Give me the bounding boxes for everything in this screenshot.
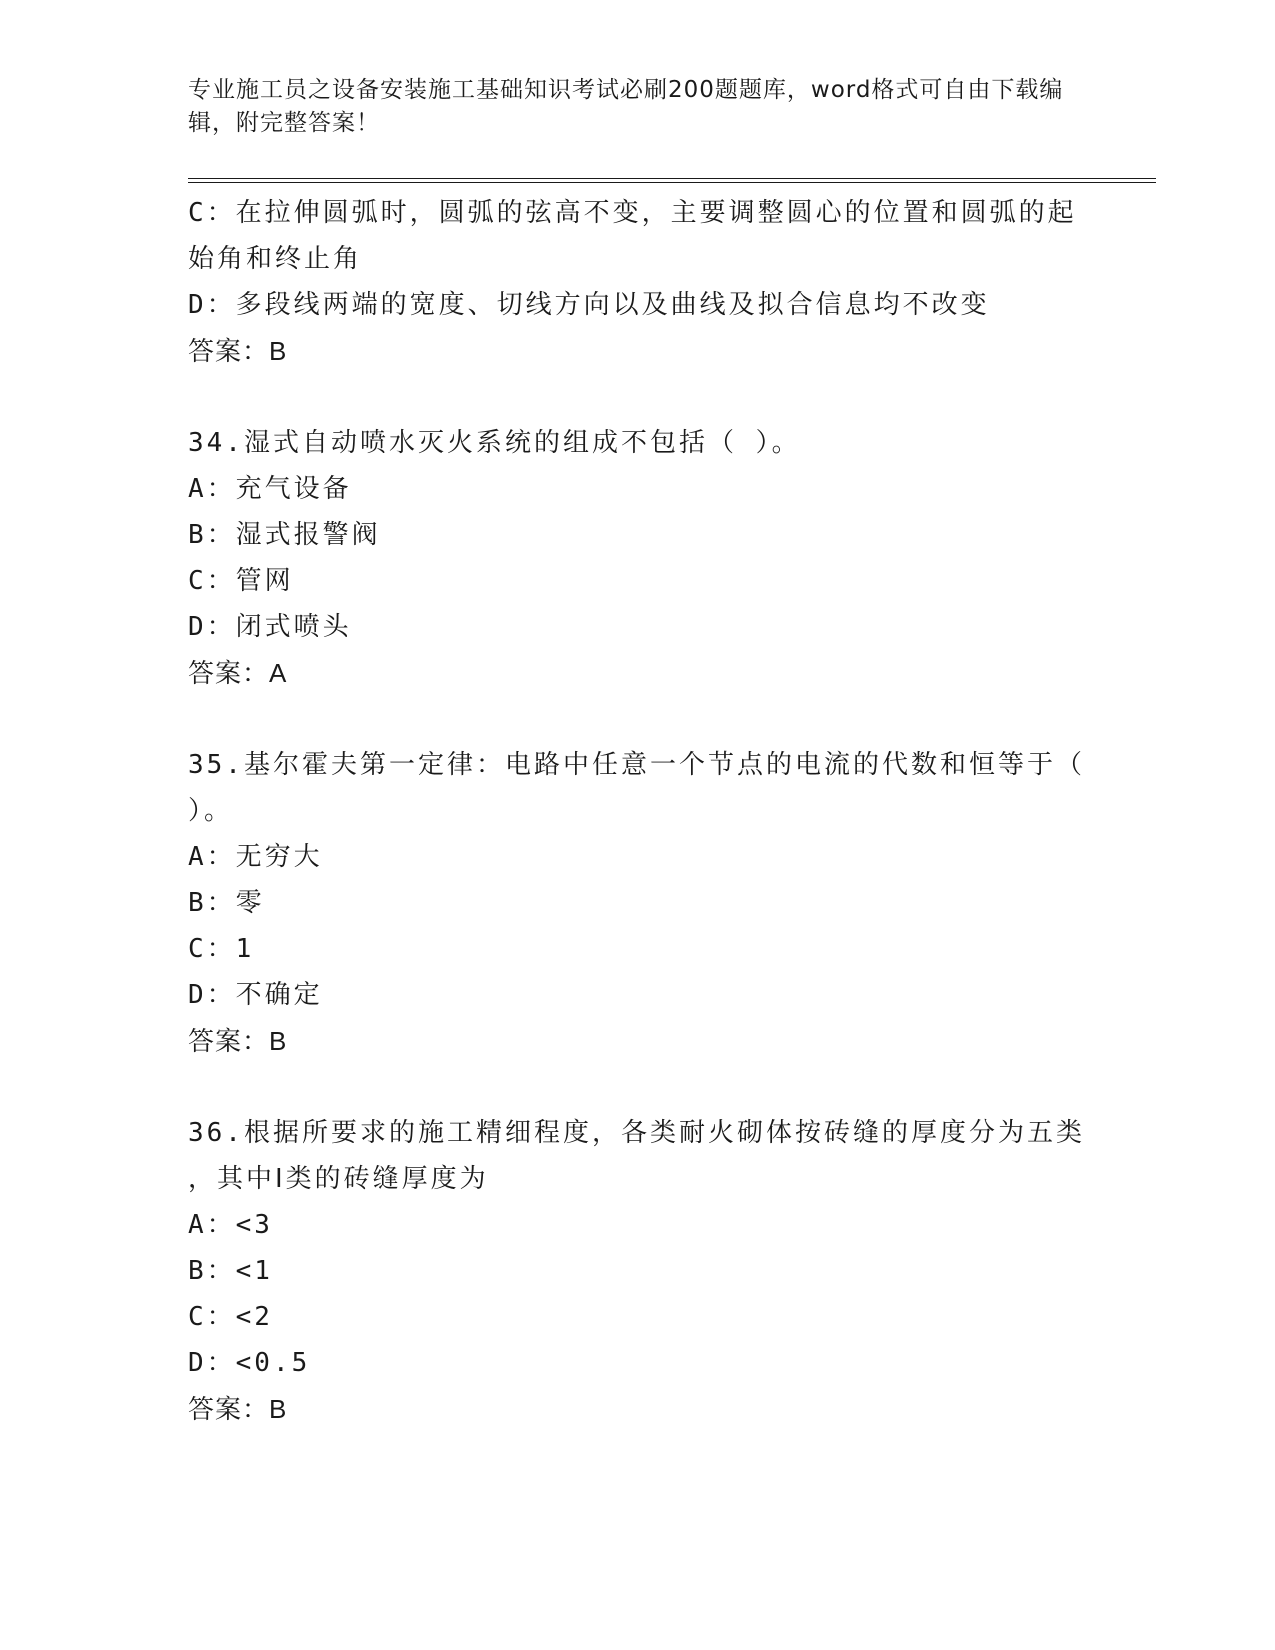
answer-value: B (269, 1026, 288, 1056)
header-double-rule (188, 178, 1156, 183)
option-a: A：充气设备 (188, 474, 352, 504)
question-content (188, 190, 1088, 1433)
option-b: B：湿式报警阀 (188, 520, 381, 550)
option-a: A：<3 (188, 1210, 273, 1240)
answer-line (188, 650, 1088, 697)
option-d: D：<0.5 (188, 1348, 311, 1378)
answer-value: A (269, 658, 288, 688)
option-c: C：管网 (188, 566, 294, 596)
question-gap (188, 697, 1088, 742)
answer-value: B (269, 1394, 288, 1424)
question-stem-continued: ）。 (188, 796, 234, 826)
option-a: A：无穷大 (188, 842, 323, 872)
question-36 (188, 1110, 1088, 1433)
page-header-title: 专业施工员之设备安装施工基础知识考试必刷200题题库，word格式可自由下载编辑，附完整答案！ (188, 77, 1064, 136)
answer-label: 答案： (188, 1027, 270, 1057)
question-gap (188, 375, 1088, 420)
option-d: D：多段线两端的宽度、切线方向以及曲线及拟合信息均不改变 (188, 290, 990, 320)
question-stem: 34.湿式自动喷水灭火系统的组成不包括（ ）。 (188, 428, 801, 458)
question-34 (188, 420, 1088, 697)
question-stem-continued: ，其中Ⅰ类的砖缝厚度为 (188, 1164, 489, 1194)
question-35 (188, 742, 1088, 1065)
option-c: C：1 (188, 934, 255, 964)
answer-line (188, 1018, 1088, 1065)
option-d: D：不确定 (188, 980, 323, 1010)
option-c: C：<2 (188, 1302, 273, 1332)
question-stem: 36.根据所要求的施工精细程度，各类耐火砌体按砖缝的厚度分为五类 (188, 1118, 1085, 1148)
option-c: C：在拉伸圆弧时，圆弧的弦高不变，主要调整圆心的位置和圆弧的起 (188, 198, 1077, 228)
answer-line (188, 1386, 1088, 1433)
question-gap (188, 1065, 1088, 1110)
answer-label: 答案： (188, 1395, 270, 1425)
question-stem: 35.基尔霍夫第一定律：电路中任意一个节点的电流的代数和恒等于（ (188, 750, 1085, 780)
option-b: B：<1 (188, 1256, 273, 1286)
answer-line (188, 328, 1088, 375)
option-d: D：闭式喷头 (188, 612, 352, 642)
answer-label: 答案： (188, 659, 270, 689)
answer-label: 答案： (188, 337, 270, 367)
option-b: B：零 (188, 888, 265, 918)
question-33-continuation (188, 190, 1088, 375)
option-c-continued: 始角和终止角 (188, 244, 363, 274)
answer-value: B (269, 336, 288, 366)
